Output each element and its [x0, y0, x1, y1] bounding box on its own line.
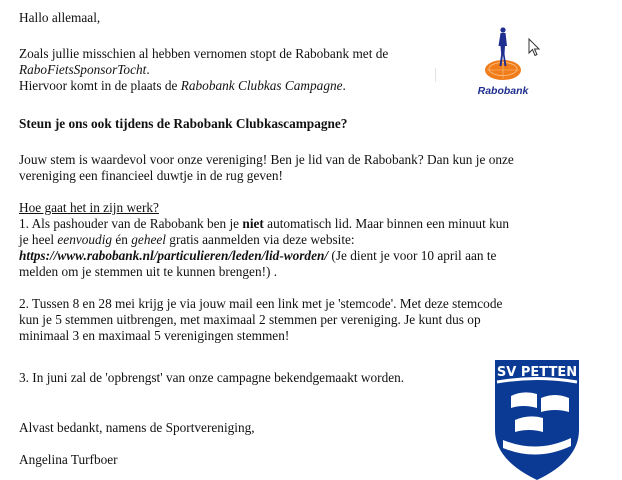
how-heading: Hoe gaat het in zijn werk? — [19, 200, 159, 215]
value-line-2: vereniging een financieel duwtje in de rug geven! — [19, 168, 283, 183]
sv-petten-logo — [493, 360, 581, 480]
emphasis: eenvoudig — [57, 232, 113, 247]
step1-text: je heel — [19, 232, 58, 247]
emphasis-niet: niet — [242, 216, 264, 231]
step-3: 3. In juni zal de 'opbrengst' van onze campagne bekendgemaakt worden. — [19, 370, 405, 385]
closing: Alvast bedankt, namens de Sportvereniging, — [19, 420, 255, 435]
step2-line: 2. Tussen 8 en 28 mei krijg je via jouw mail een link met je 'stemcode'. Met deze stemcode — [19, 296, 503, 311]
step2-line: minimaal 3 en maximaal 5 verenigingen stemmen! — [19, 328, 290, 343]
campaign-name: Rabobank Clubkas Campagne — [180, 78, 343, 93]
intro-paragraph — [19, 46, 388, 94]
rabobank-link[interactable]: https://www.rabobank.nl/particulieren/leden/lid-worden/ — [19, 248, 329, 263]
punct: . — [146, 62, 150, 77]
step-2 — [19, 296, 502, 344]
text-caret — [435, 68, 436, 82]
step1-text: 1. Als pashouder van de Rabobank ben je — [19, 216, 243, 231]
step1-text: én — [112, 232, 132, 247]
step1-text: (Je dient je voor 10 april aan te — [328, 248, 497, 263]
step1-text: melden om je stemmen uit te kunnen brengen!) . — [19, 264, 278, 279]
value-paragraph — [19, 152, 514, 184]
step1-text: gratis aanmelden via deze website: — [165, 232, 355, 247]
step1-text: automatisch lid. Maar binnen een minuut kun — [263, 216, 510, 231]
mouse-cursor-icon — [528, 38, 542, 58]
greeting: Hallo allemaal, — [19, 10, 101, 25]
intro-line-1: Zoals jullie misschien al hebben vernomen stopt de Rabobank met de — [19, 46, 389, 61]
svg-text:Rabobank: Rabobank — [477, 85, 529, 97]
intro-line-3: Hiervoor komt in de plaats de — [19, 78, 181, 93]
punct: . — [342, 78, 346, 93]
rabobank-logo — [470, 22, 540, 98]
signature: Angelina Turfboer — [19, 452, 118, 467]
step-1 — [19, 216, 509, 280]
svg-text:SV PETTEN: SV PETTEN — [496, 365, 578, 380]
heading: Steun je ons ook tijdens de Rabobank Clubkascampagne? — [19, 116, 348, 131]
event-name: RaboFietsSponsorTocht — [19, 62, 147, 77]
step2-line: kun je 5 stemmen uitbrengen, met maximaal 2 stemmen per vereniging. Je kunt dus op — [19, 312, 481, 327]
value-line-1: Jouw stem is waardevol voor onze vereniging! Ben je lid van de Rabobank? Dan kun je onze — [19, 152, 514, 167]
emphasis: geheel — [131, 232, 166, 247]
